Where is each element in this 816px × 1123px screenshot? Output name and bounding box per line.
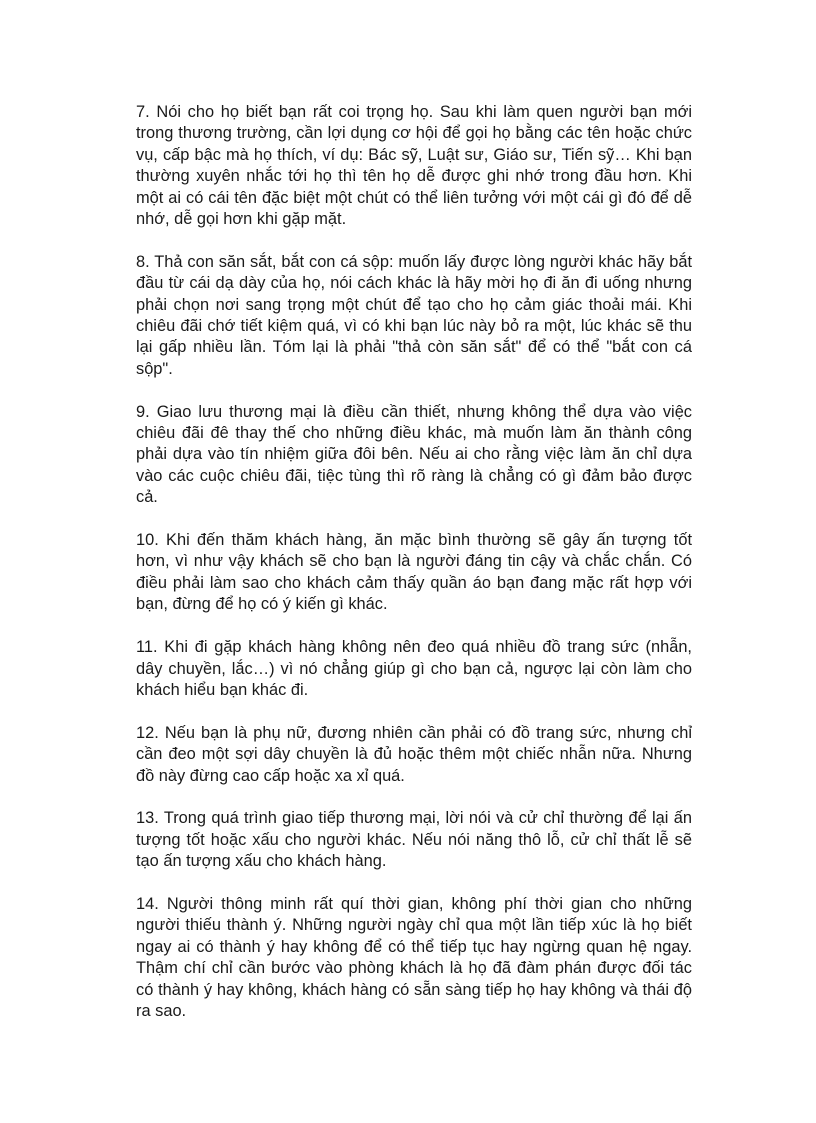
paragraph-8: 8. Thả con săn sắt, bắt con cá sộp: muốn lấy được lòng người khác hãy bắt đầu từ cái dạ dày của họ, nói cách khác là hãy mời họ đi ăn đi uống nhưng phải chọn nơi sang trọng một chút để tạo cho họ cảm giác thoải mái. Khi chiêu đãi chớ tiết kiệm quá, vì có khi bạn lúc này bỏ ra một, lúc khác sẽ thu lại gấp nhiều lần. Tóm lại là phải "thả còn săn sắt" để có thể "bắt con cá sộp".	[136, 252, 692, 378]
paragraph-7: 7. Nói cho họ biết bạn rất coi trọng họ. Sau khi làm quen người bạn mới trong thương trường, cần lợi dụng cơ hội để gọi họ bằng các tên hoặc chức vụ, cấp bậc mà họ thích, ví dụ: Bác sỹ, Luật sư, Giáo sư, Tiến sỹ… Khi bạn thường xuyên nhắc tới họ thì tên họ dễ được ghi nhớ trong đầu hơn. Khi một ai có cái tên đặc biệt một chút có thể liên tưởng với một cái gì đó để dễ nhớ, dễ gọi hơn khi gặp mặt.	[136, 103, 692, 229]
paragraph-12: 12. Nếu bạn là phụ nữ, đương nhiên cần phải có đồ trang sức, nhưng chỉ cần đeo một sợi dây chuyền là đủ hoặc thêm một chiếc nhẫn nữa. Nhưng đồ này đừng cao cấp hoặc xa xỉ quá.	[136, 723, 692, 785]
paragraph-10: 10. Khi đến thăm khách hàng, ăn mặc bình thường sẽ gây ấn tượng tốt hơn, vì như vậy khách sẽ cho bạn là người đáng tin cậy và chắc chắn. Có điều phải làm sao cho khách cảm thấy quần áo bạn đang mặc rất hợp với bạn, đừng để họ có ý kiến gì khác.	[136, 531, 692, 614]
paragraph-13: 13. Trong quá trình giao tiếp thương mại, lời nói và cử chỉ thường để lại ấn tượng tốt hoặc xấu cho người khác. Nếu nói năng thô lỗ, cử chỉ thất lễ sẽ tạo ấn tượng xấu cho khách hàng.	[136, 809, 692, 871]
paragraph-9: 9. Giao lưu thương mại là điều cần thiết, nhưng không thể dựa vào việc chiêu đãi đê thay thế cho những điều khác, mà muốn làm ăn thành công phải dựa vào tín nhiệm giữa đôi bên. Nếu ai cho rằng việc làm ăn chỉ dựa vào các cuộc chiêu đãi, tiệc tùng thì rõ ràng là chẳng có gì đảm bảo được cả.	[136, 402, 692, 507]
document-page	[136, 102, 692, 1044]
paragraph-11: 11. Khi đi gặp khách hàng không nên đeo quá nhiều đồ trang sức (nhẫn, dây chuyền, lắc…) vì nó chẳng giúp gì cho bạn cả, ngược lại còn làm cho khách hiểu bạn khác đi.	[136, 638, 692, 699]
paragraph-14: 14. Người thông minh rất quí thời gian, không phí thời gian cho những người thiếu thành ý. Những người ngày chỉ qua một lần tiếp xúc là họ biết ngay ai có thành ý hay không để có thể tiếp tục hay ngừng quan hệ ngay. Thậm chí chỉ cần bước vào phòng khách là họ đã đàm phán được đối tác có thành ý hay không, khách hàng có sẵn sàng tiếp họ hay không và thái độ ra sao.	[136, 894, 692, 1020]
